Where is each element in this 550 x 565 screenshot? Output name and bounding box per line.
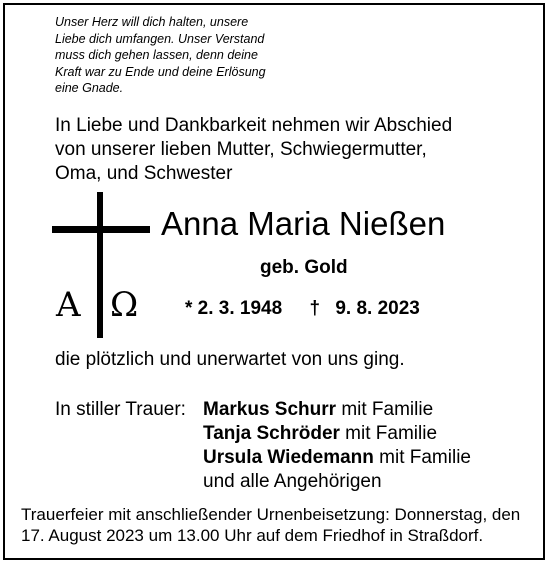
life-dates [185,297,420,321]
service-line: Trauerfeier mit anschließender Urnenbeisetzung: Donnerstag, den [21,505,521,524]
service-info [21,504,520,546]
poem-line: eine Gnade. [55,81,124,95]
poem-line: Unser Herz will dich halten, unsere [55,15,249,29]
intro-line: In Liebe und Dankbarkeit nehmen wir Abschied [55,115,453,136]
omega-symbol: Ω [110,285,139,325]
poem-line: Kraft war zu Ende und deine Erlösung [55,64,266,79]
mourner-item: und alle Angehörigen [203,471,382,492]
service-line: 17. August 2023 um 13.00 Uhr auf dem Friedhof in Straßdorf. [21,526,484,545]
dagger-icon: † [309,298,321,319]
mourner-item: Markus Schurr mit Familie [203,399,434,420]
death-date: 9. 8. 2023 [335,298,420,319]
birth-date: * 2. 3. 1948 [185,298,283,319]
poem-line: muss dich gehen lassen, denn deine [55,48,258,62]
passing-text: die plötzlich und unerwartet von uns ging. [55,349,405,370]
deceased-name: Anna Maria Nießen [161,205,446,242]
poem-line: Liebe dich umfangen. Unser Verstand [55,31,265,46]
mourning-label: In stiller Trauer: [55,399,186,420]
intro-line: von unserer lieben Mutter, Schwiegermutter, [55,139,427,160]
cross-alpha-omega-icon [50,190,155,342]
maiden-name: geb. Gold [260,257,348,278]
poem [55,14,266,97]
farewell-intro [55,114,452,186]
alpha-symbol: Α [56,285,81,325]
mourner-item: Tanja Schröder mit Familie [203,423,438,444]
mourner-item: Ursula Wiedemann mit Familie [203,447,471,468]
mourners-list [203,398,471,494]
intro-line: Oma, und Schwester [55,163,233,184]
